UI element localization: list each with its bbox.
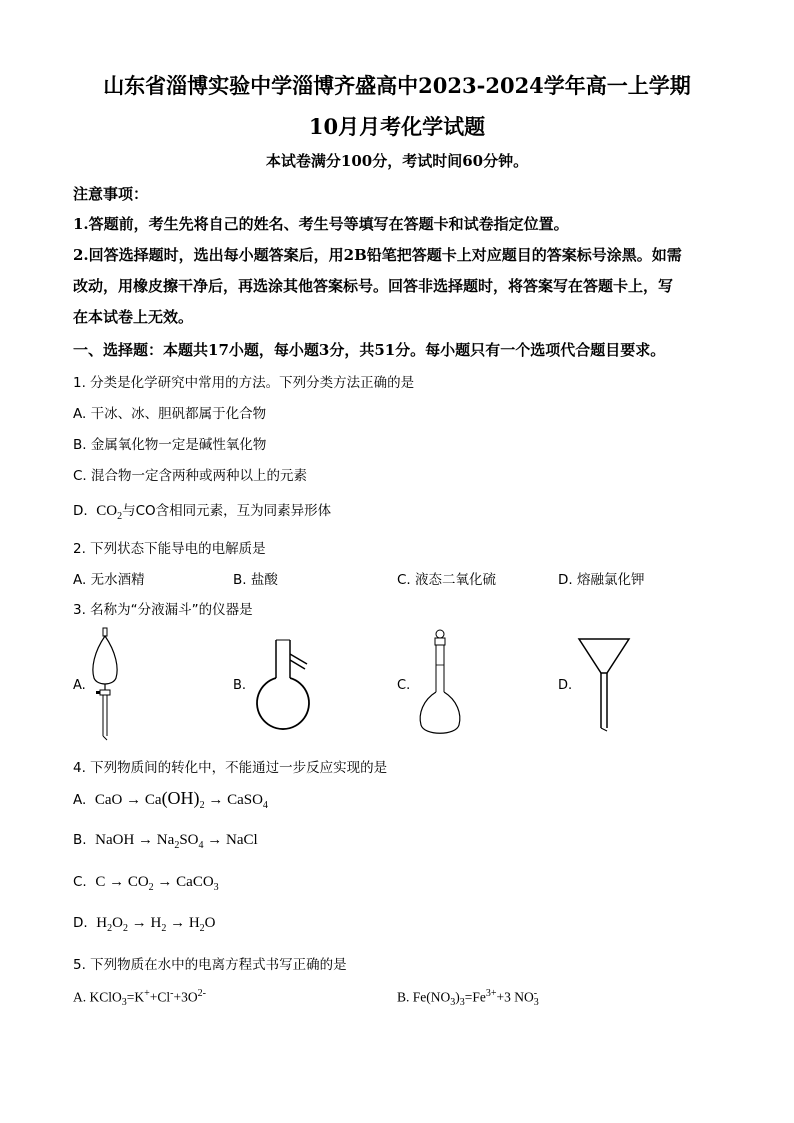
q2-option-d: D. 熔融氯化钾 bbox=[558, 572, 645, 588]
q1-stem: 1. 分类是化学研究中常用的方法。下列分类方法正确的是 bbox=[73, 375, 415, 391]
q4-option-a: A. CaO → $Ca(OH)_2$ → CaSO$_4$ bbox=[73, 788, 268, 811]
q4-option-c: C. $C \to CO_2$ → CaCO$_3$ bbox=[73, 874, 219, 893]
q2-option-c: C. 液态二氧化硫 bbox=[397, 572, 497, 588]
q4-stem: 4. 下列物质间的转化中，不能通过一步反应实现的是 bbox=[73, 760, 388, 776]
q1-option-c: C. 混合物一定含两种或两种以上的元素 bbox=[73, 468, 308, 484]
q5-option-a: A. $KClO_3=K^++Cl^-+3O^{2-}$ bbox=[73, 988, 206, 1009]
q1-option-b: B. 金属氧化物一定是碱性氧化物 bbox=[73, 437, 267, 453]
q3-option-d-label: D. bbox=[558, 678, 573, 693]
volumetric-flask-icon bbox=[415, 630, 465, 740]
section-heading: 一、选择题：本题共17小题，每小题3分，共51分。每小题只有一个选项代合题目要求。 bbox=[73, 341, 666, 359]
notice-heading: 注意事项： bbox=[73, 185, 149, 203]
q3-stem: 3. 名称为“分液漏斗”的仪器是 bbox=[73, 602, 253, 618]
title-line-2: 10月月考化学试题 bbox=[308, 114, 486, 139]
q4-option-d: D. $H_2O_2 \to H_2 \to H_2O$ bbox=[73, 915, 216, 934]
q3-option-a-label: A. bbox=[73, 678, 86, 693]
q3-option-b-label: B. bbox=[233, 678, 247, 693]
title-line-1: 山东省淄博实验中学淄博齐盛高中2023-2024学年高一上学期 bbox=[103, 73, 691, 98]
notice-item-2-line-2: 改动，用橡皮擦干净后，再选涂其他答案标号。回答非选择题时，将答案写在答题卡上，写 bbox=[73, 277, 674, 295]
q3-option-c-label: C. bbox=[397, 678, 411, 693]
distilling-flask-icon bbox=[253, 640, 313, 735]
notice-item-1: 1.答题前，考生先将自己的姓名、考生号等填写在答题卡和试卷指定位置。 bbox=[73, 215, 569, 233]
q4-option-b: B. NaOH → $Na_2SO_4$ → NaCl bbox=[73, 832, 258, 851]
q1-option-d: D. $CO_2$与CO含相同元素，互为同素异形体 bbox=[73, 503, 332, 522]
funnel-icon bbox=[578, 638, 630, 733]
q2-stem: 2. 下列状态下能导电的电解质是 bbox=[73, 541, 266, 557]
notice-item-2-line-3: 在本试卷上无效。 bbox=[73, 308, 194, 326]
q1-option-a: A. 干冰、冰、胆矾都属于化合物 bbox=[73, 406, 267, 422]
q2-option-a: A. 无水酒精 bbox=[73, 572, 145, 588]
notice-item-2-line-1: 2.回答选择题时，选出每小题答案后，用2B铅笔把答题卡上对应题目的答案标号涂黑。如需 bbox=[73, 246, 682, 264]
q2-option-b: B. 盐酸 bbox=[233, 572, 278, 588]
q5-option-b: B. $Fe(NO_3)_3=Fe^{3+}+3$ NO - 3 bbox=[397, 988, 539, 1009]
q5-stem: 5. 下列物质在水中的电离方程式书写正确的是 bbox=[73, 957, 347, 973]
separatory-funnel-icon bbox=[88, 628, 128, 743]
subtitle: 本试卷满分100分，考试时间60分钟。 bbox=[265, 152, 529, 170]
